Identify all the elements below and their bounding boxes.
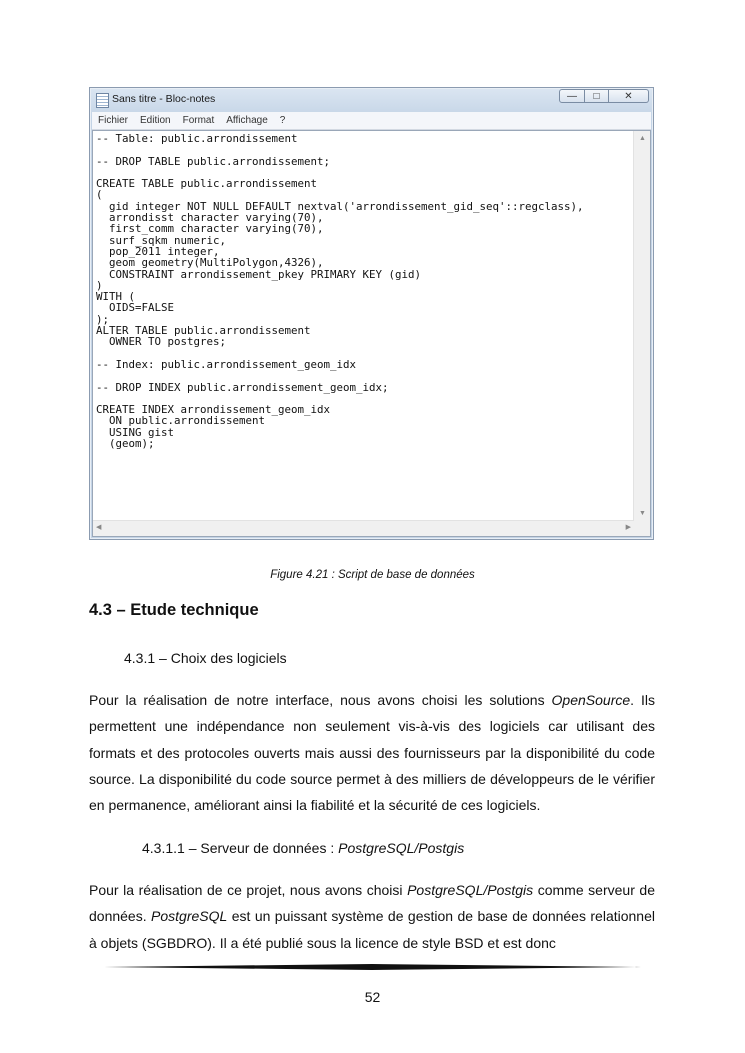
scroll-down-icon[interactable]: ▼	[639, 510, 646, 517]
scroll-left-icon[interactable]: ◀	[96, 524, 102, 531]
para2-em-b: PostgreSQL	[151, 908, 228, 925]
section-heading: 4.3 – Etude technique	[89, 601, 259, 619]
menu-affichage[interactable]: Affichage	[226, 115, 268, 126]
menu-help[interactable]: ?	[279, 115, 286, 126]
minimize-icon[interactable]: —	[559, 89, 585, 103]
subsection-heading: 4.3.1 – Choix des logiciels	[124, 650, 287, 666]
horizontal-scrollbar[interactable]	[93, 520, 634, 536]
maximize-icon[interactable]: □	[585, 89, 609, 103]
para2-em-a: PostgreSQL/Postgis	[407, 882, 534, 898]
footer-divider	[104, 964, 641, 970]
notepad-window	[89, 87, 654, 540]
para2-text-a: Pour la réalisation de ce projet, nous avons choisi	[89, 882, 408, 898]
title-bar	[90, 88, 653, 112]
paragraph-opensource	[89, 687, 655, 818]
scroll-up-icon[interactable]: ▲	[639, 135, 646, 142]
para2-text-b: comme serveur de données.	[89, 882, 655, 925]
menu-fichier[interactable]: Fichier	[98, 115, 129, 126]
menu-bar	[92, 112, 651, 130]
scroll-corner	[634, 521, 650, 536]
sql-script[interactable]: -- Table: public.arrondissement -- DROP TABLE public.arrondissement; CREATE TABLE public.arrondissement ( gid integer NOT NULL DEFAULT nextval('arrondissement_gid_seq'::regclass), arrondisst character varying(70), first_comm character varying(70), surf_sqkm numeric, pop_2011 integer, geom geometry(MultiPolygon,4326), CONSTRAINT arrondissement_pkey PRIMARY KEY (gid) ) WITH ( OIDS=FALSE ); ALTER TABLE public.arrondissement OWNER TO postgres; -- Index: public.arrondissement_geom_idx -- DROP INDEX public.arrondissement_geom_idx; CREATE INDEX arrondissement_geom_idx ON public.arrondissement USING gist (geom);	[96, 133, 584, 451]
para1-text-a: Pour la réalisation de notre interface, nous avons choisi les solutions	[89, 692, 552, 708]
h4-prefix: 4.3.1.1 – Serveur de données :	[142, 840, 339, 856]
text-editor[interactable]	[92, 130, 651, 537]
notepad-icon	[96, 93, 109, 108]
para1-text-b: . Ils permettent une indépendance non seulement vis-à-vis des logiciels car utilisant des formats et des protocoles ouverts mais aussi des fournisseurs par la disponibilité du code source. La disponibilité du code source permet à des milliers de développeurs de le vérifier en permanence, améliorant ainsi la fiabilité et la sécurité de ces logiciels.	[89, 692, 655, 814]
vertical-scrollbar[interactable]	[633, 131, 650, 521]
page-number: 52	[364, 989, 381, 1005]
h4-em: PostgreSQL/Postgis	[338, 840, 465, 856]
subsubsection-heading	[142, 840, 464, 856]
scroll-right-icon[interactable]: ▶	[625, 524, 631, 531]
window-controls	[559, 89, 649, 105]
menu-format[interactable]: Format	[182, 115, 215, 126]
figure-caption: Figure 4.21 : Script de base de données	[270, 569, 475, 581]
menu-edition[interactable]: Edition	[140, 115, 171, 126]
para2-text-c: est un puissant système de gestion de base de données relationnel à objets (SGBDRO). Il a été publié sous la licence de style BSD et est donc	[89, 908, 655, 951]
paragraph-postgresql	[89, 877, 655, 956]
close-icon[interactable]: ✕	[609, 89, 649, 103]
window-title: Sans titre - Bloc-notes	[112, 93, 216, 105]
para1-em: OpenSource	[551, 692, 631, 708]
